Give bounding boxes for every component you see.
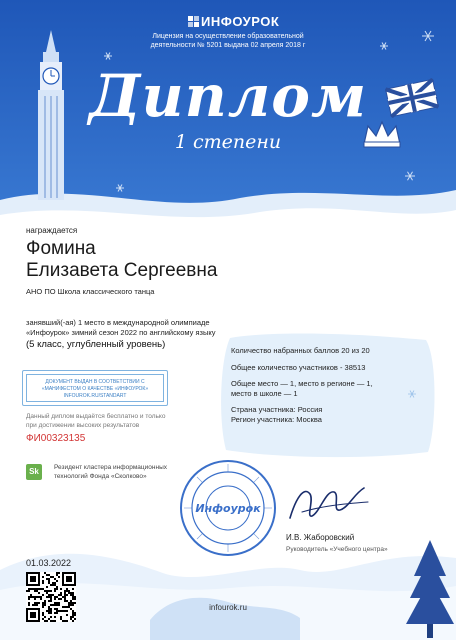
region-text: Регион участника: Москва [231, 414, 322, 424]
place-line-1: Общее место — 1, место в регионе — 1, [231, 379, 373, 388]
free-note-line-1: Данный диплом выдаётся бесплатно и только [26, 413, 166, 420]
achievement-level: (5 класс, углубленный уровень) [26, 339, 166, 350]
score-text: Количество набранных баллов 20 из 20 [231, 346, 370, 355]
results-summary [231, 346, 431, 424]
resident-line-1: Резидент кластера информационных [54, 464, 167, 471]
quality-manifesto-box [22, 370, 168, 406]
awardee-given-names: Елизавета Сергеевна [26, 260, 218, 281]
infourok-logo [188, 14, 279, 29]
awarded-label: награждается [26, 226, 78, 235]
quality-line-2: «МАНИФЕСТОМ О КАЧЕСТВЕ «ИНФОУРОК» [41, 386, 149, 392]
organization-name: АНО ПО Школа классического танца [26, 287, 155, 296]
quality-line-3: INFOUROK.RU/STANDART [63, 393, 127, 399]
quality-line-1: ДОКУМЕНТ ВЫДАН В СООТВЕТСТВИИ С [45, 379, 145, 385]
country-text: Страна участника: Россия [231, 405, 323, 414]
free-note-line-2: при достижении высоких результатов [26, 421, 140, 429]
infourok-logo-icon [188, 16, 199, 27]
stamp-center-text: Инфоурок [195, 502, 261, 515]
license-line-1: Лицензия на осуществление образовательной [152, 33, 304, 40]
site-url: infourok.ru [209, 603, 247, 612]
free-issue-note [26, 413, 186, 430]
participants-text: Общее количество участников - 38513 [231, 362, 366, 372]
qr-code [26, 572, 76, 622]
signer-title: Руководитель «Учебного центра» [286, 546, 388, 553]
signature [282, 478, 372, 528]
awardee-name [26, 238, 217, 282]
diploma-title: Диплом [88, 62, 368, 130]
signer-name: И.В. Жаборовский [286, 533, 355, 542]
official-stamp [178, 458, 278, 558]
achievement-line-1: занявший(-ая) 1 место в международной олимпиаде [26, 318, 210, 327]
achievement-text [26, 318, 226, 337]
license-info [0, 32, 456, 50]
license-line-2: деятельности № 5201 выдана 02 апреля 2018 г [150, 42, 306, 49]
document-number: ФИ00323135 [26, 433, 86, 444]
resident-line-2: технологий Фонда «Сколково» [54, 472, 147, 480]
awardee-surname: Фомина [26, 238, 96, 259]
issue-date: 01.03.2022 [26, 558, 72, 568]
skolkovo-logo-icon: Sk [26, 464, 42, 480]
achievement-line-2: «Инфоурок» зимний сезон 2022 по английскому языку [26, 327, 216, 337]
logo-text: ИНФОУРОК [201, 14, 280, 29]
skolkovo-resident-text [54, 464, 184, 481]
diploma-degree: 1 степени [174, 131, 282, 153]
place-line-2: место в школе — 1 [231, 388, 298, 398]
quality-manifesto-text [26, 374, 164, 402]
